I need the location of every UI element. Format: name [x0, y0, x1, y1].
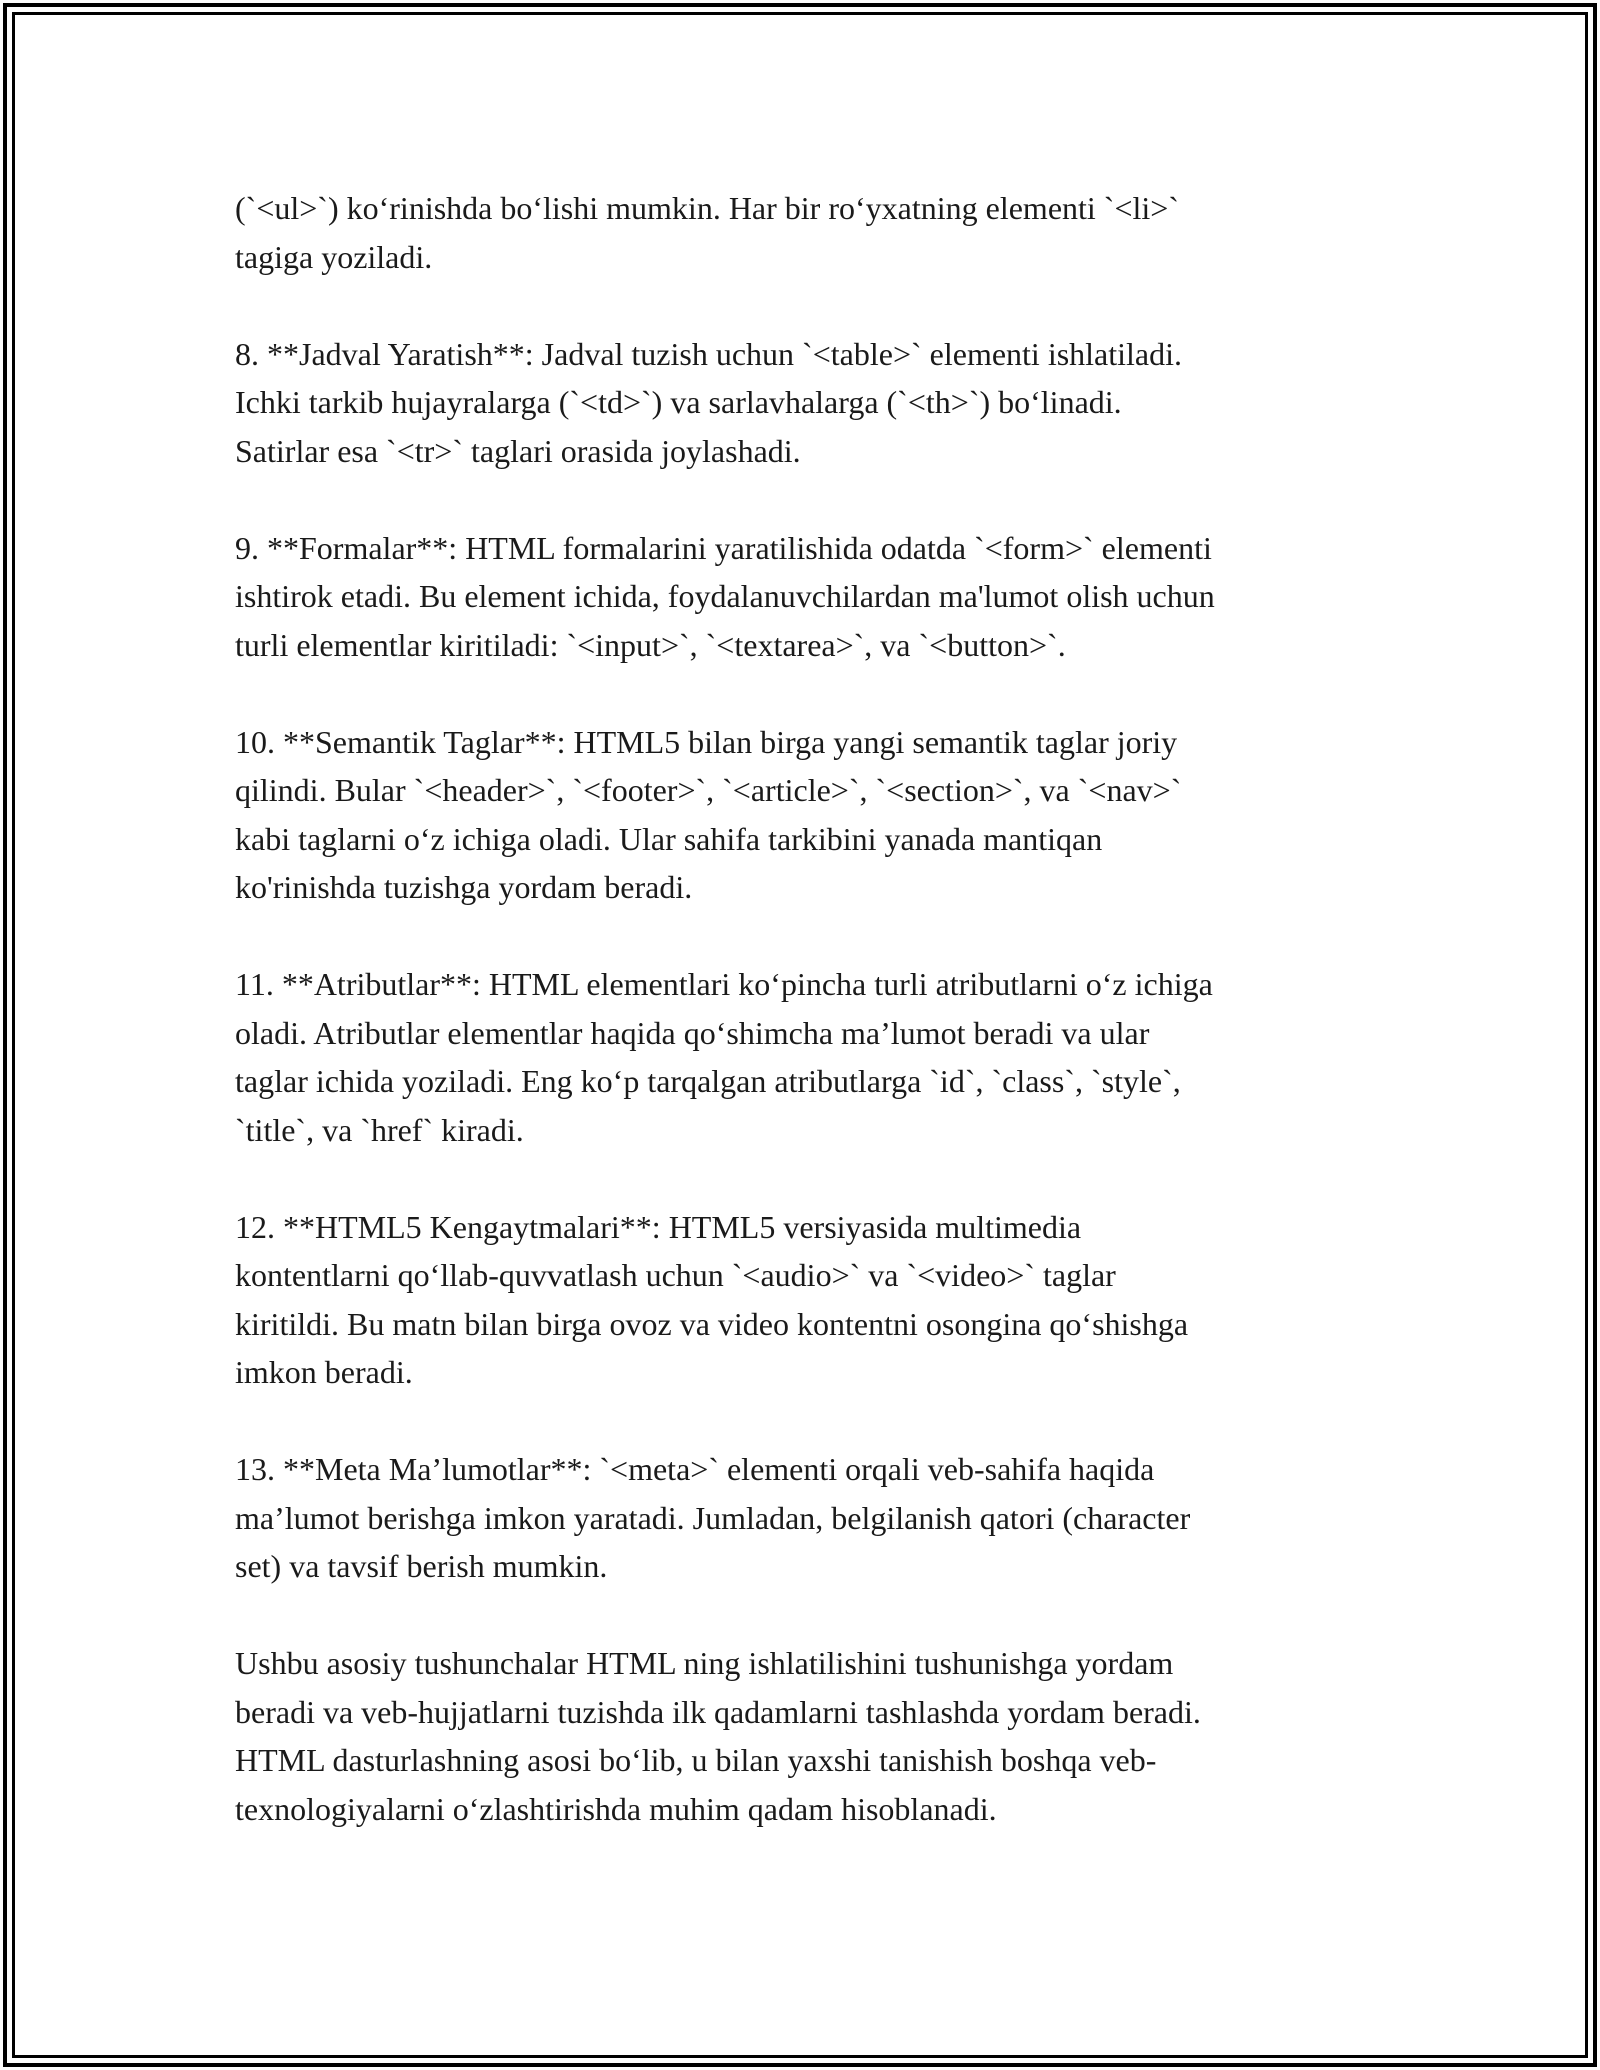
- paragraph-forms: [235, 524, 1375, 670]
- paragraph-html5-extensions: [235, 1203, 1375, 1397]
- paragraph-conclusion: [235, 1639, 1375, 1833]
- text-line: ma’lumot berishga imkon yaratadi. Jumladan, belgilanish qatori (character: [235, 1499, 1191, 1536]
- text-line: oladi. Atributlar elementlar haqida qo‘shimcha ma’lumot beradi va ular: [235, 1014, 1150, 1051]
- paragraph-meta-data: [235, 1445, 1375, 1591]
- text-line: 10. **Semantik Taglar**: HTML5 bilan birga yangi semantik taglar joriy: [235, 723, 1178, 760]
- paragraph-semantic-tags: [235, 718, 1375, 912]
- text-line: 8. **Jadval Yaratish**: Jadval tuzish uchun `<table>` elementi ishlatiladi.: [235, 335, 1183, 372]
- text-line: 11. **Atributlar**: HTML elementlari ko‘pincha turli atributlarni o‘z ichiga: [235, 966, 1213, 1002]
- text-line: ishtirok etadi. Bu element ichida, foydalanuvchilardan ma'lumot olish uchun: [235, 578, 1215, 614]
- text-line: turli elementlar kiritiladi: `<input>`, `<textarea>`, va `<button>`.: [235, 626, 1066, 663]
- text-line: taglar ichida yoziladi. Eng ko‘p tarqalgan atributlarga `id`, `class`, `style`,: [235, 1063, 1181, 1099]
- text-line: texnologiyalarni o‘zlashtirishda muhim qadam hisoblanadi.: [235, 1790, 997, 1827]
- paragraph-tables: [235, 330, 1375, 476]
- paragraph-attributes: [235, 960, 1375, 1154]
- text-line: ko'rinishda tuzishga yordam beradi.: [235, 869, 693, 905]
- text-line: kiritildi. Bu matn bilan birga ovoz va video kontentni osongina qo‘shishga: [235, 1305, 1189, 1342]
- paragraph-list-intro: [235, 184, 1375, 281]
- text-line: imkon beradi.: [235, 1354, 413, 1390]
- text-line: (`<ul>`) ko‘rinishda bo‘lishi mumkin. Har bir ro‘yxatning elementi `<li>`: [235, 190, 1179, 226]
- text-line: kontentlarni qo‘llab-quvvatlash uchun `<audio>` va `<video>` taglar: [235, 1257, 1116, 1293]
- text-line: Ushbu asosiy tushunchalar HTML ning ishlatilishini tushunishga yordam: [235, 1645, 1174, 1681]
- document-body: [235, 184, 1375, 1882]
- text-line: `title`, va `href` kiradi.: [235, 1111, 524, 1148]
- text-line: 9. **Formalar**: HTML formalarini yaratilishida odatda `<form>` elementi: [235, 529, 1212, 566]
- text-line: qilindi. Bular `<header>`, `<footer>`, `<article>`, `<section>`, va `<nav>`: [235, 772, 1182, 808]
- text-line: Satirlar esa `<tr>` taglari orasida joylashadi.: [235, 432, 801, 469]
- text-line: beradi va veb-hujjatlarni tuzishda ilk qadamlarni tashlashda yordam beradi.: [235, 1693, 1201, 1730]
- text-line: kabi taglarni o‘z ichiga oladi. Ular sahifa tarkibini yanada mantiqan: [235, 820, 1103, 857]
- text-line: tagiga yoziladi.: [235, 238, 433, 275]
- text-line: 13. **Meta Ma’lumotlar**: `<meta>` elementi orqali veb-sahifa haqida: [235, 1451, 1155, 1487]
- text-line: 12. **HTML5 Kengaytmalari**: HTML5 versiyasida multimedia: [235, 1208, 1082, 1245]
- text-line: Ichki tarkib hujayralarga (`<td>`) va sarlavhalarga (`<th>`) bo‘linadi.: [235, 384, 1122, 420]
- text-line: set) va tavsif berish mumkin.: [235, 1548, 608, 1584]
- text-line: HTML dasturlashning asosi bo‘lib, u bilan yaxshi tanishish boshqa veb-: [235, 1742, 1157, 1778]
